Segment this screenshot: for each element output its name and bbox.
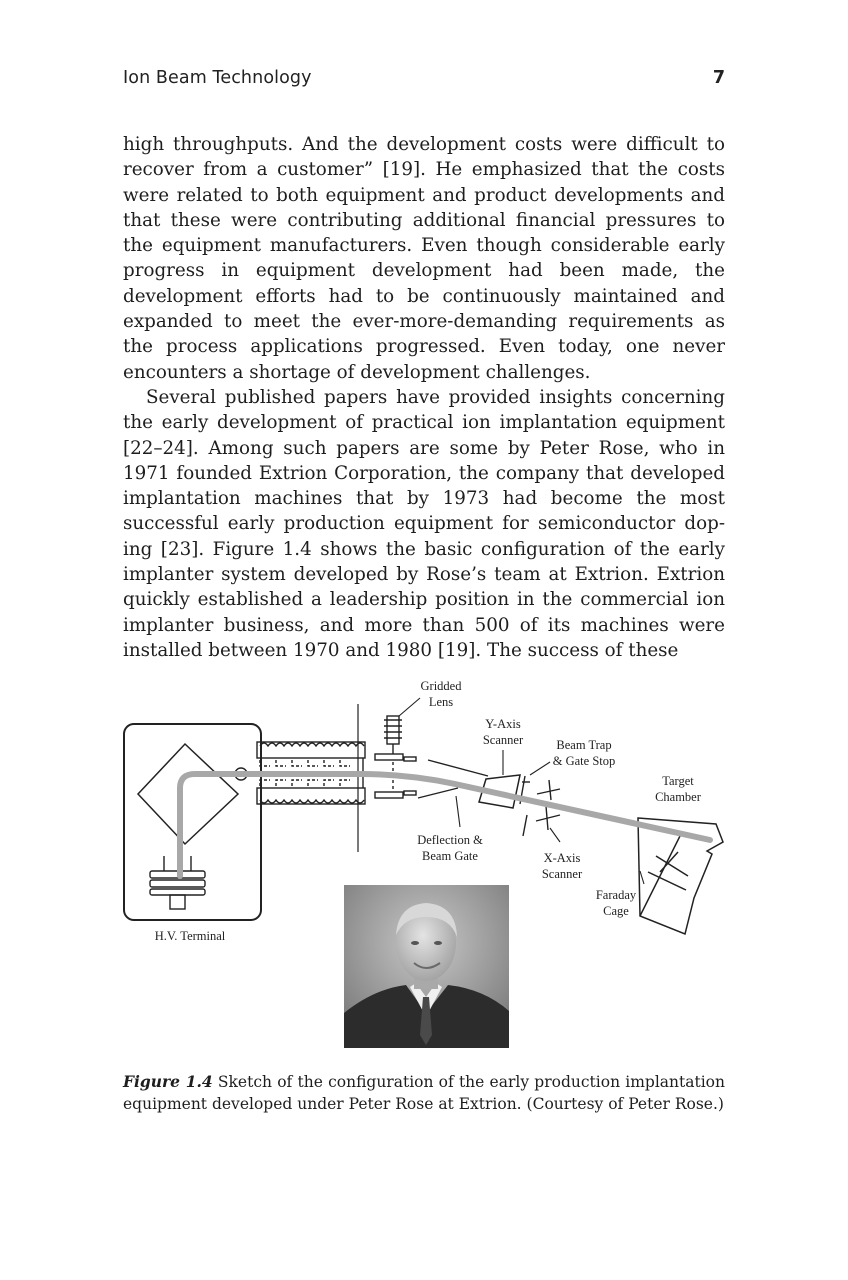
analyzer-magnet — [138, 744, 238, 844]
label-target-chamber-2: Chamber — [655, 790, 701, 804]
label-beam-trap-1: Beam Trap — [556, 738, 612, 752]
label-y-axis-scanner-2: Scanner — [482, 733, 524, 747]
figure-1-4 — [120, 676, 732, 1054]
page-number: 7 — [712, 68, 725, 88]
label-deflection-1: Deflection & — [417, 833, 483, 847]
label-faraday-cage-1: Faraday — [595, 888, 637, 902]
label-gridded-lens-1: Gridded — [420, 679, 462, 693]
figure-caption — [123, 1071, 725, 1115]
x-axis-scanner — [523, 806, 560, 836]
caption-label: Figure 1.4 — [123, 1072, 213, 1091]
running-title: Ion Beam Technology — [123, 68, 312, 88]
paragraph-2: Several published papers have provided insights concerning the early development of practical ion implantation equipment [22–24]. Among such papers are some by Peter Rose, who in 1971 founded Extrion Corporation, the company that developed implantation machines that by 1973 had become the most successful early production equipment for semiconductor doping [23]. Figure 1.4 shows the basic configuration of the early implanter system developed by Rose’s team at Extrion. Extrion quickly established a leadership position in the commercial ion implanter business, and more than 500 of its machines were installed between 1970 and 1980 [19]. The success of these — [123, 386, 725, 661]
label-x-axis-scanner-1: X-Axis — [543, 851, 581, 865]
gridded-lens — [375, 716, 416, 798]
paragraph-1: high throughputs. And the development costs were difficult to recover from a customer” [19]. He emphasized that the costs were related to both equipment and product developments and that these were contributing additional financial pressures to the equipment manufacturers. Even though considerable early progress in equipment development had been made, the development efforts had to be continuously maintained and expanded to meet the ever-more-demanding requirements as the process applications progressed. Even today, one never encounters a shortage of development challenges. — [123, 134, 725, 383]
label-target-chamber-1: Target — [662, 774, 694, 788]
label-hv-terminal: H.V. Terminal — [154, 929, 226, 943]
deflection-plate-lower — [418, 788, 458, 798]
label-x-axis-scanner-2: Scanner — [541, 867, 583, 881]
label-gridded-lens-2: Lens — [428, 695, 454, 709]
portrait-illustration — [344, 885, 509, 1048]
label-faraday-cage-2: Cage — [603, 904, 629, 918]
label-deflection-2: Beam Gate — [422, 849, 478, 863]
page-header — [123, 68, 725, 96]
caption-text: Sketch of the configuration of the early production implantation equipment developed under Peter Rose at Extrion. (Courtesy of Peter Rose.) — [123, 1073, 725, 1113]
portrait-photo — [344, 885, 509, 1048]
hv-terminal-box — [124, 724, 261, 920]
deflection-plate-upper — [428, 760, 488, 776]
label-y-axis-scanner-1: Y-Axis — [485, 717, 521, 731]
label-beam-trap-2: & Gate Stop — [552, 754, 616, 768]
body-text — [123, 132, 725, 663]
